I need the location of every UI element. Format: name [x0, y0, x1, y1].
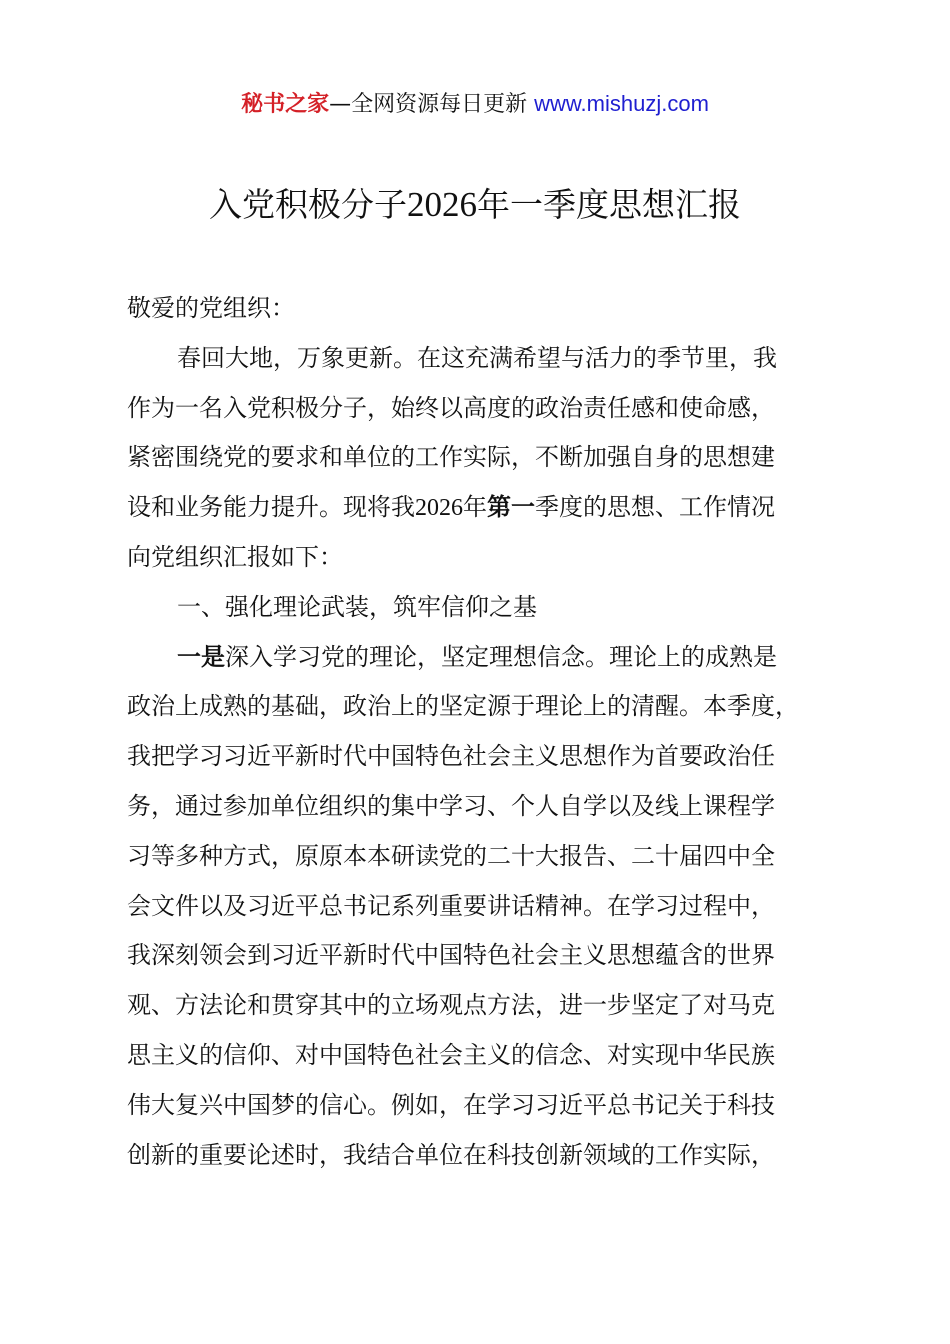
p2-lead-bold: 一是	[177, 642, 225, 671]
paragraph-2-line-6: 会文件以及习近平总书记系列重要讲话精神。在学习过程中，	[127, 891, 775, 920]
paragraph-2-line-5: 习等多种方式，原原本本研读党的二十大报告、二十届四中全	[127, 841, 775, 870]
p1-l4-year: 2026	[415, 495, 463, 522]
document-title	[0, 183, 950, 227]
site-header	[0, 88, 950, 121]
paragraph-2-line-4: 务，通过参加单位组织的集中学习、个人自学以及线上课程学	[127, 791, 775, 820]
brand-name: 秘书之家	[241, 92, 330, 117]
paragraph-2-line-3: 我把学习习近平新时代中国特色社会主义思想作为首要政治任	[127, 742, 775, 771]
paragraph-2-line-2: 政治上成熟的基础，政治上的坚定源于理论上的清醒。本季度，	[127, 692, 799, 721]
paragraph-1-line-3: 紧密围绕党的要求和单位的工作实际，不断加强自身的思想建	[127, 443, 775, 472]
paragraph-1-line-5: 向党组织汇报如下：	[127, 542, 343, 571]
paragraph-2-line-8: 观、方法论和贯穿其中的立场观点方法，进一步坚定了对马克	[127, 991, 775, 1020]
paragraph-2-line-7: 我深刻领会到习近平新时代中国特色社会主义思想蕴含的世界	[127, 941, 775, 970]
section-heading-1: 一、强化理论武装，筑牢信仰之基	[177, 592, 537, 621]
paragraph-1-line-4	[127, 483, 847, 533]
paragraph-2-line-9: 思主义的信仰、对中国特色社会主义的信念、对实现中华民族	[127, 1040, 775, 1069]
document-body	[127, 284, 847, 1180]
paragraph-1-line-2: 作为一名入党积极分子，始终以高度的政治责任感和使命感，	[127, 393, 775, 422]
paragraph-2-line-1	[127, 633, 847, 683]
paragraph-2-line-10: 伟大复兴中国梦的信心。例如，在学习习近平总书记关于科技	[127, 1090, 775, 1119]
p1-l4-bold: 第一	[487, 493, 535, 522]
site-url-link[interactable]: www.mishuzj.com	[534, 91, 709, 116]
p1-l4-text-c: 季度的思想、工作情况	[535, 493, 775, 522]
paragraph-1-line-1: 春回大地，万象更新。在这充满希望与活力的季节里，我	[177, 343, 777, 372]
title-part-1: 入党积极分子	[209, 185, 407, 224]
title-part-2: 年一季度思想汇报	[477, 185, 741, 224]
p1-l4-text-a: 设和业务能力提升。现将我	[127, 493, 415, 522]
p2-l1-text: 深入学习党的理论，坚定理想信念。理论上的成熟是	[225, 642, 777, 671]
paragraph-2-line-11: 创新的重要论述时，我结合单位在科技创新领域的工作实际，	[127, 1140, 775, 1169]
header-tagline: —全网资源每日更新	[329, 92, 535, 117]
salutation: 敬爱的党组织：	[127, 294, 295, 322]
title-year: 2026	[407, 185, 477, 224]
p1-l4-text-b: 年	[463, 493, 487, 522]
